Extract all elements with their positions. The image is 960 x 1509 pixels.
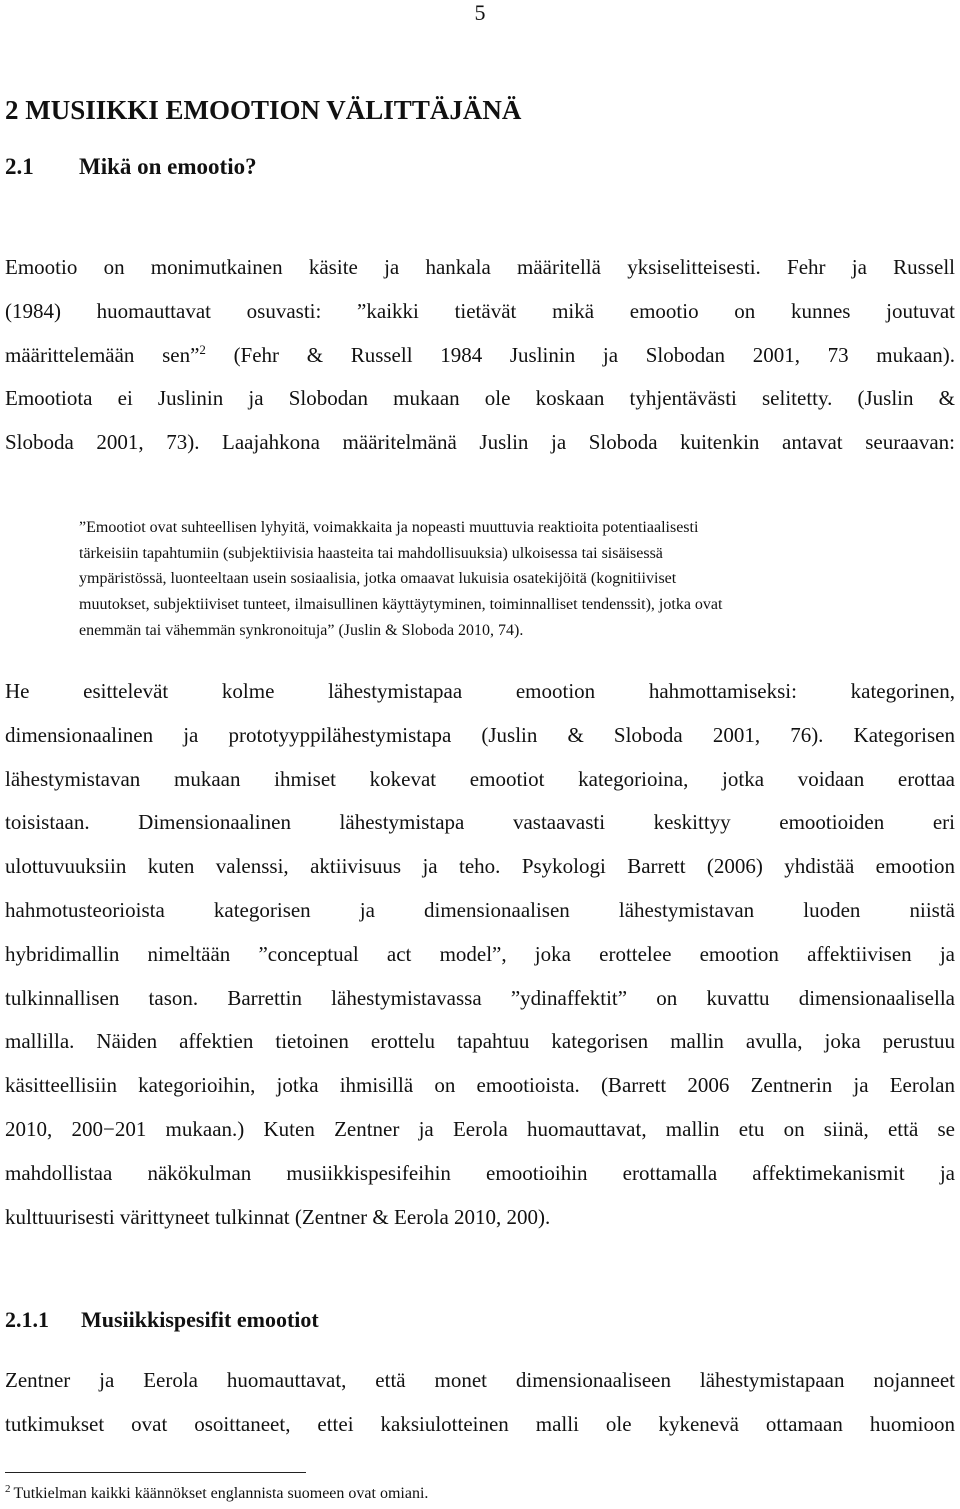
text-line: kulttuurisesti värittyneet tulkinnat (Zentner & Eerola 2010, 200).: [5, 1204, 551, 1229]
section-heading-2-1: [5, 152, 257, 182]
text-line: Emootio on monimutkainen käsite ja hankala määritellä yksiselitteisesti. Fehr ja Russell: [5, 255, 955, 279]
text-line: He esittelevät kolme lähestymistapaa emootion hahmottamiseksi: kategorinen,: [5, 679, 955, 703]
text-line: käsitteellisiin kategorioihin, jotka ihmisillä on emootioista. (Barrett 2006 Zentnerin ja Eerolan: [5, 1073, 955, 1098]
text-line: toisistaan. Dimensionaalinen lähestymistapa vastaavasti keskittyy emootioiden eri: [5, 810, 955, 835]
text-line: (1984) huomauttavat osuvasti: ”kaikki tietävät mikä emootio on kunnes joutuvat: [5, 298, 955, 323]
section-title: Mikä on emootio?: [79, 154, 257, 179]
text-line: lähestymistavan mukaan ihmiset kokevat emootiot kategorioina, jotka voidaan erottaa: [5, 766, 955, 791]
quote-line: enemmän tai vähemmän synkronoituja” (Juslin & Sloboda 2010, 74).: [79, 621, 524, 639]
quote-line: ympäristössä, luonteeltaan usein sosiaalisia, jotka omaavat lukuisia osatekijöitä (kognitiiviset: [79, 570, 677, 588]
footnote: [5, 1483, 428, 1505]
text-fragment: määrittelemään sen”: [5, 342, 200, 367]
text-line: Sloboda 2001, 73). Laajahkona määritelmänä Juslin ja Sloboda kuitenkin antavat seuraavan:: [5, 430, 955, 455]
paragraph-music-specific: [5, 1359, 955, 1447]
quote-line: muutokset, subjektiiviset tunteet, ilmaisullinen käyttäytyminen, toiminnalliset tendenssit), jotka ovat: [79, 596, 723, 614]
footnote-divider: [5, 1472, 306, 1473]
page-number: 5: [474, 0, 486, 25]
section-number: 2.1: [5, 154, 34, 179]
section-heading-2-1-1: [5, 1305, 319, 1335]
text-line: mallilla. Näiden affektien tietoinen erottelu tapahtuu kategorisen mallin avulla, joka perustuu: [5, 1029, 955, 1054]
text-line: ulottuvuuksiin kuten valenssi, aktiivisuus ja teho. Psykologi Barrett (2006) yhdistää emootion: [5, 854, 955, 879]
paragraph-approaches: [5, 670, 955, 1239]
paragraph-emotion-definition: [5, 246, 955, 465]
text-line: hahmotusteorioista kategorisen ja dimensionaalisen lähestymistavan luoden niistä: [5, 897, 955, 922]
text-line: Zentner ja Eerola huomauttavat, että monet dimensionaaliseen lähestymistapaan nojanneet: [5, 1368, 955, 1392]
text-line: tutkimukset ovat osoittaneet, ettei kaksiulotteinen malli ole kykenevä ottamaan huomioon: [5, 1411, 955, 1436]
quote-line: ”Emootiot ovat suhteellisen lyhyitä, voimakkaita ja nopeasti muuttuvia reaktioita potentiaalisesti: [79, 519, 699, 536]
text-line: hybridimallin nimeltään ”conceptual act model”, joka erottelee emootion affektiivisen ja: [5, 941, 955, 966]
quote-line: tärkeisiin tapahtumiin (subjektiivisia haasteita tai mahdollisuuksia) ulkoisessa tai sisäisessä: [79, 544, 663, 562]
section-title: Musiikkispesifit emootiot: [81, 1307, 319, 1332]
text-fragment: (Fehr & Russell 1984 Juslinin ja Slobodan 2001, 73 mukaan).: [205, 342, 955, 367]
text-line: Emootiota ei Juslinin ja Slobodan mukaan ole koskaan tyhjentävästi selitetty. (Juslin &: [5, 386, 955, 411]
footnote-marker: 2: [5, 1482, 11, 1495]
footnote-reference: 2: [199, 341, 206, 357]
text-line: dimensionaalinen ja prototyyppilähestymistapa (Juslin & Sloboda 2001, 76). Kategorisen: [5, 722, 955, 747]
block-quote: [79, 515, 899, 644]
chapter-heading: 2 MUSIIKKI EMOOTION VÄLITTÄJÄNÄ: [5, 95, 522, 125]
text-line: 2010, 200−201 mukaan.) Kuten Zentner ja Eerola huomauttavat, mallin etu on siinä, että se: [5, 1116, 955, 1141]
footnote-text: Tutkielman kaikki käännökset englannista suomeen ovat omiani.: [13, 1485, 429, 1502]
text-line: mahdollistaa näkökulman musiikkispesifeihin emootioihin erottamalla affektimekanismit ja: [5, 1160, 955, 1185]
text-line: tulkinnallisen tason. Barrettin lähestymistavassa ”ydinaffektit” on kuvattu dimensionaalisella: [5, 985, 955, 1010]
section-number: 2.1.1: [5, 1307, 49, 1332]
text-line: [5, 334, 955, 378]
